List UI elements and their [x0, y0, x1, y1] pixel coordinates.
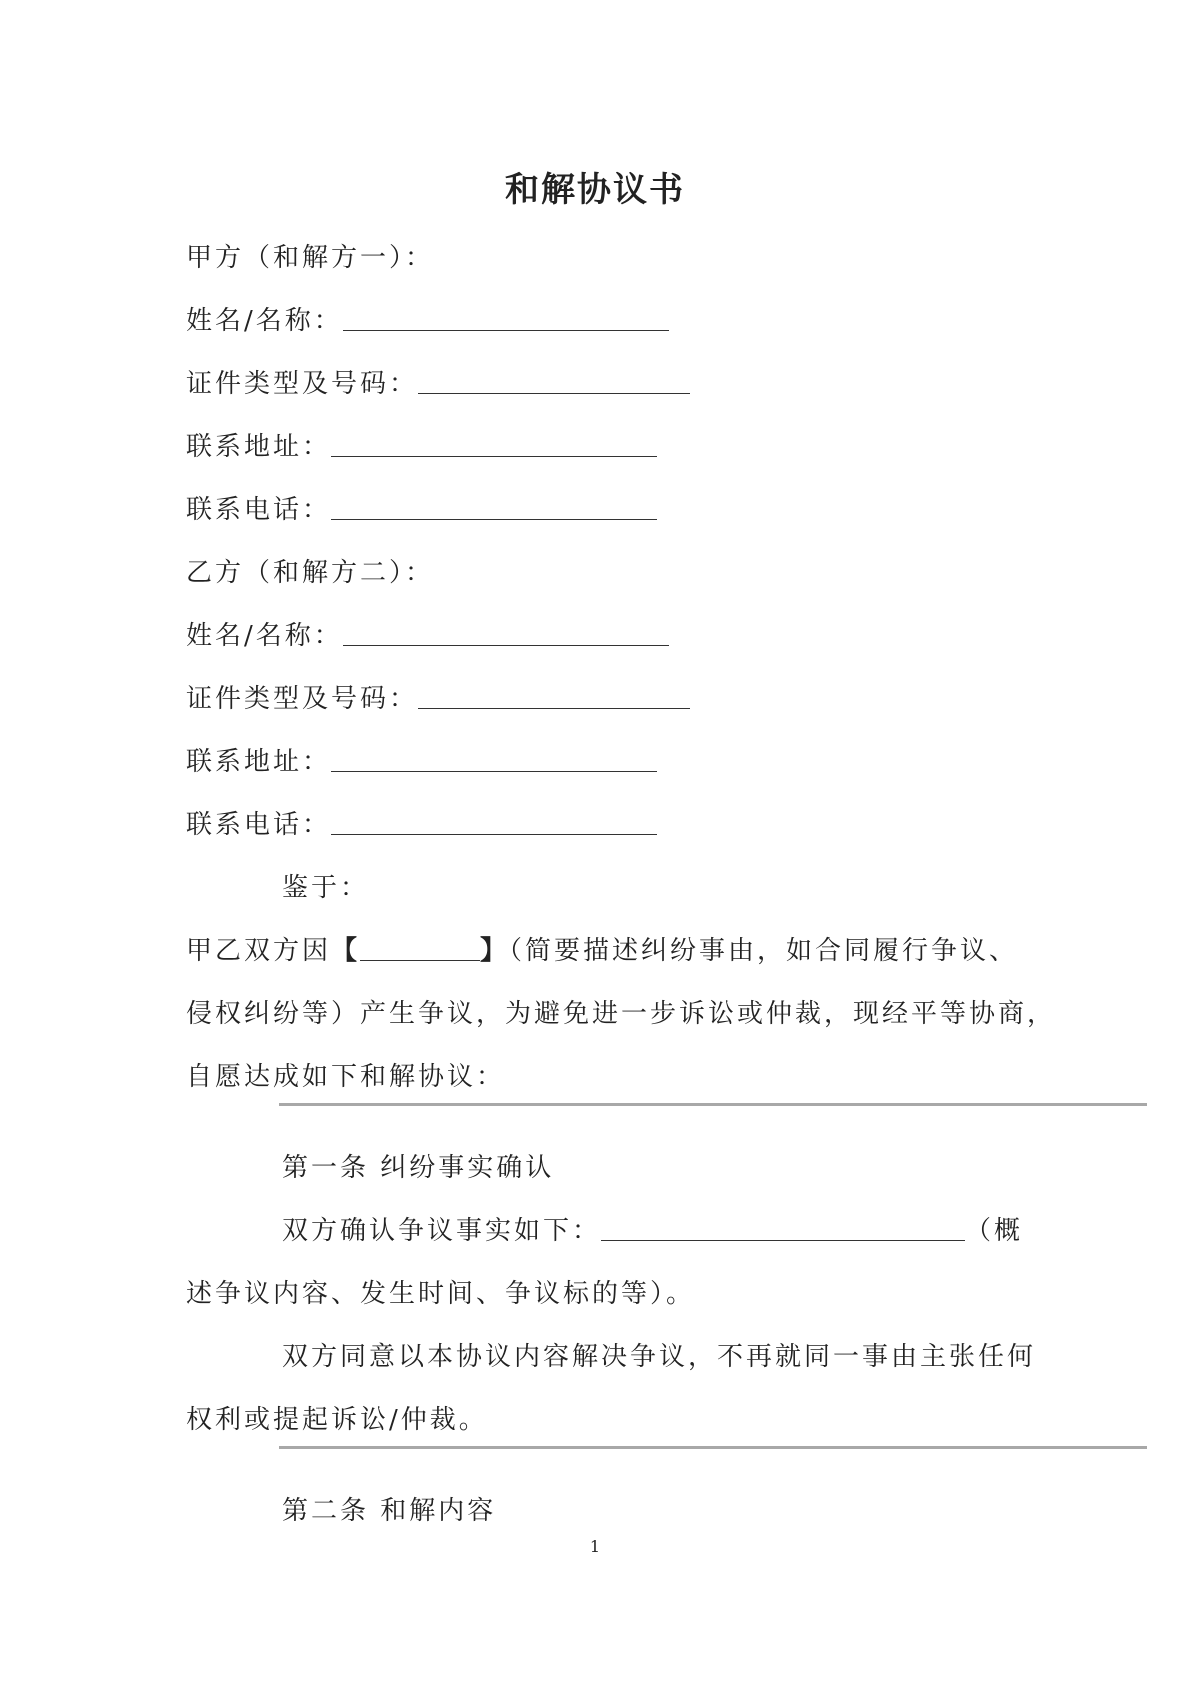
party-b-phone-field[interactable] [331, 808, 657, 835]
party-b-name-row [186, 618, 669, 654]
party-b-id-row [186, 681, 690, 717]
party-b-name-label: 姓名/名称： [186, 621, 343, 651]
party-b-phone-label: 联系电话： [186, 810, 332, 840]
dispute-cause-field[interactable] [360, 934, 480, 961]
party-a-address-row [186, 429, 657, 465]
party-a-name-field[interactable] [343, 304, 669, 331]
party-b-address-row [186, 744, 657, 780]
party-b-address-field[interactable] [331, 745, 657, 772]
party-a-id-field[interactable] [418, 367, 690, 394]
party-a-name-row [186, 303, 669, 339]
party-b-id-label: 证件类型及号码： [186, 684, 419, 714]
party-a-address-label: 联系地址： [186, 432, 332, 462]
article-1-heading: 第一条 纠纷事实确认 [282, 1153, 555, 1183]
party-b-address-label: 联系地址： [186, 747, 332, 777]
whereas-line-2: 侵权纠纷等）产生争议，为避免进一步诉讼或仲裁，现经平等协商， [186, 999, 1057, 1029]
party-b-id-field[interactable] [418, 682, 690, 709]
document-title: 和解协议书 [505, 170, 685, 210]
dispute-facts-field[interactable] [601, 1214, 965, 1241]
article-1-para-2-line-2: 权利或提起诉讼/仲裁。 [186, 1405, 488, 1435]
party-b-heading: 乙方（和解方二）： [186, 558, 435, 588]
whereas-line-3: 自愿达成如下和解协议： [186, 1062, 506, 1092]
party-a-phone-field[interactable] [331, 493, 657, 520]
party-a-phone-row [186, 492, 657, 528]
article-1-para-2-line-1: 双方同意以本协议内容解决争议，不再就同一事由主张任何 [282, 1342, 1037, 1372]
article-2-heading: 第二条 和解内容 [282, 1496, 497, 1526]
party-a-phone-label: 联系电话： [186, 495, 332, 525]
article-1-para-1 [282, 1213, 1023, 1249]
whereas-prefix: 甲乙双方因 [186, 936, 332, 966]
section-divider-2 [279, 1446, 1147, 1449]
party-b-name-field[interactable] [343, 619, 669, 646]
party-a-name-label: 姓名/名称： [186, 306, 343, 336]
article-1-para-1-suffix: （概 [965, 1216, 1024, 1246]
article-1-para-1-prefix: 双方确认争议事实如下： [282, 1216, 602, 1246]
party-a-id-label: 证件类型及号码： [186, 369, 419, 399]
section-divider-1 [279, 1103, 1147, 1106]
party-a-heading: 甲方（和解方一）： [186, 243, 435, 273]
whereas-line-1 [186, 933, 1018, 969]
whereas-label: 鉴于： [282, 873, 370, 903]
bracket-close: 】 [480, 936, 510, 966]
page-number: 1 [589, 1537, 601, 1556]
article-1-para-1-line-2: 述争议内容、发生时间、争议标的等）。 [186, 1279, 696, 1309]
party-b-phone-row [186, 807, 657, 843]
bracket-open: 【 [331, 936, 361, 966]
party-a-id-row [186, 366, 690, 402]
party-a-address-field[interactable] [331, 430, 657, 457]
whereas-suffix: （简要描述纠纷事由，如合同履行争议、 [509, 936, 1019, 966]
